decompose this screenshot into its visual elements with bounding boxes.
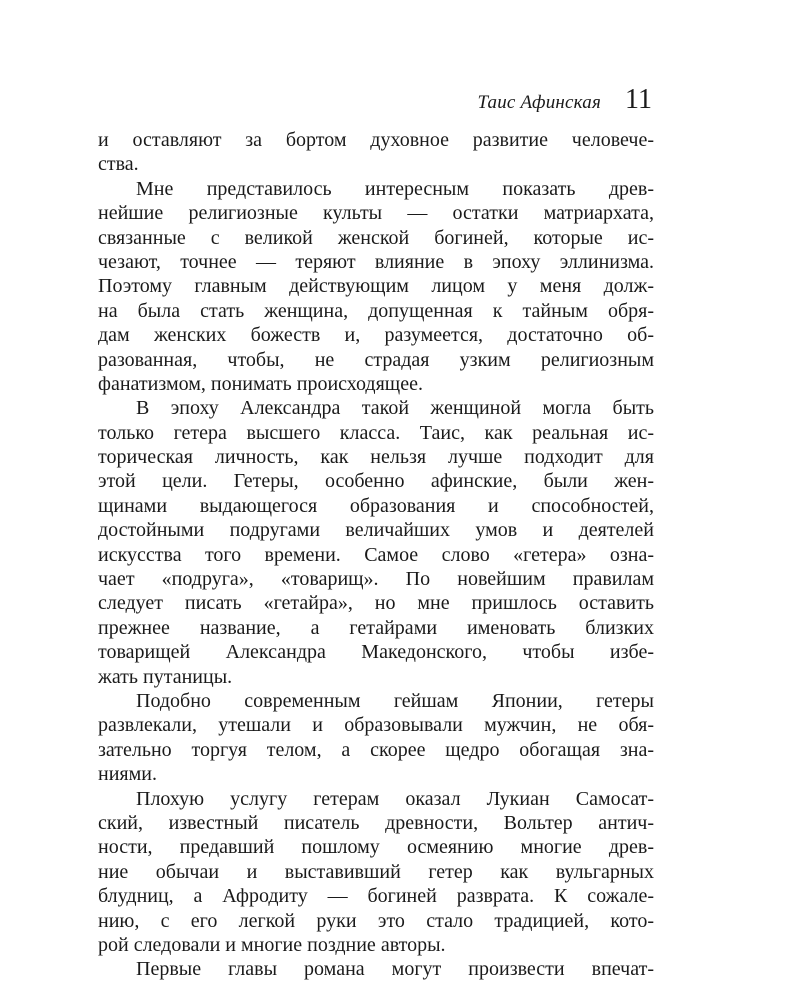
text-line: рой следовали и многие поздние авторы. — [98, 933, 446, 956]
text-line: Плохую услугу гетерам оказал Лукиан Самосат- — [136, 787, 654, 810]
text-line: нию, с его легкой руки это стало традицией, кото- — [98, 909, 654, 932]
text-line: дам женских божеств и, разумеется, достаточно об- — [98, 324, 654, 347]
text-line: искусства того времени. Самое слово «гетера» озна- — [98, 543, 654, 566]
text-line: этой цели. Гетеры, особенно афинские, были жен- — [98, 470, 654, 493]
text-line: щинами выдающегося образования и способностей, — [98, 494, 654, 517]
running-header — [477, 84, 652, 116]
text-line: связанные с великой женской богиней, которые ис- — [98, 226, 654, 249]
text-line: следует писать «гетайра», но мне пришлось оставить — [98, 592, 654, 615]
text-line: прежнее название, а гетайрами именовать близких — [98, 616, 654, 639]
text-line: чает «подруга», «товарищ». По новейшим правилам — [98, 568, 654, 591]
text-line: чезают, точнее — теряют влияние в эпоху эллинизма. — [98, 250, 654, 273]
text-line: ский, известный писатель древности, Вольтер антич- — [98, 811, 654, 834]
text-line: на была стать женщина, допущенная к тайным обря- — [98, 299, 654, 322]
running-title: Таис Афинская — [477, 92, 602, 113]
text-line: товарищей Александра Македонского, чтобы избе- — [98, 641, 654, 664]
text-line: жать путаницы. — [98, 665, 233, 688]
text-line: и оставляют за бортом духовное развитие человече- — [98, 129, 654, 151]
body-text — [98, 128, 654, 982]
text-line: нейшие религиозные культы — остатки матриархата, — [98, 202, 654, 225]
text-line: развлекали, утешали и образовывали мужчин, не обя- — [98, 714, 654, 737]
text-line: Поэтому главным действующим лицом у меня долж- — [98, 275, 654, 298]
text-line: ниями. — [98, 763, 157, 786]
page-number: 11 — [625, 84, 652, 115]
text-line: разованная, чтобы, не страдая узким религиозным — [98, 348, 654, 371]
text-line: Мне представилось интересным показать древ- — [136, 177, 654, 200]
text-line: ства. — [98, 153, 139, 176]
text-line: торическая личность, как нельзя лучше подходит для — [98, 446, 654, 469]
text-line: ние обычаи и выставивший гетер как вульгарных — [98, 860, 654, 883]
text-line: достойными подругами величайших умов и деятелей — [98, 519, 654, 542]
text-line: только гетера высшего класса. Таис, как реальная ис- — [98, 421, 654, 444]
text-line: Первые главы романа могут произвести впечат- — [136, 958, 654, 981]
text-line: блудниц, а Афродиту — богиней разврата. К сожале- — [98, 885, 654, 908]
text-line: ности, предавший пошлому осмеянию многие древ- — [98, 836, 654, 859]
text-line: В эпоху Александра такой женщиной могла быть — [136, 397, 654, 420]
text-line: зательно торгуя телом, а скорее щедро обогащая зна- — [98, 738, 654, 761]
text-line: фанатизмом, понимать происходящее. — [98, 372, 423, 395]
text-line: Подобно современным гейшам Японии, гетеры — [136, 689, 654, 712]
